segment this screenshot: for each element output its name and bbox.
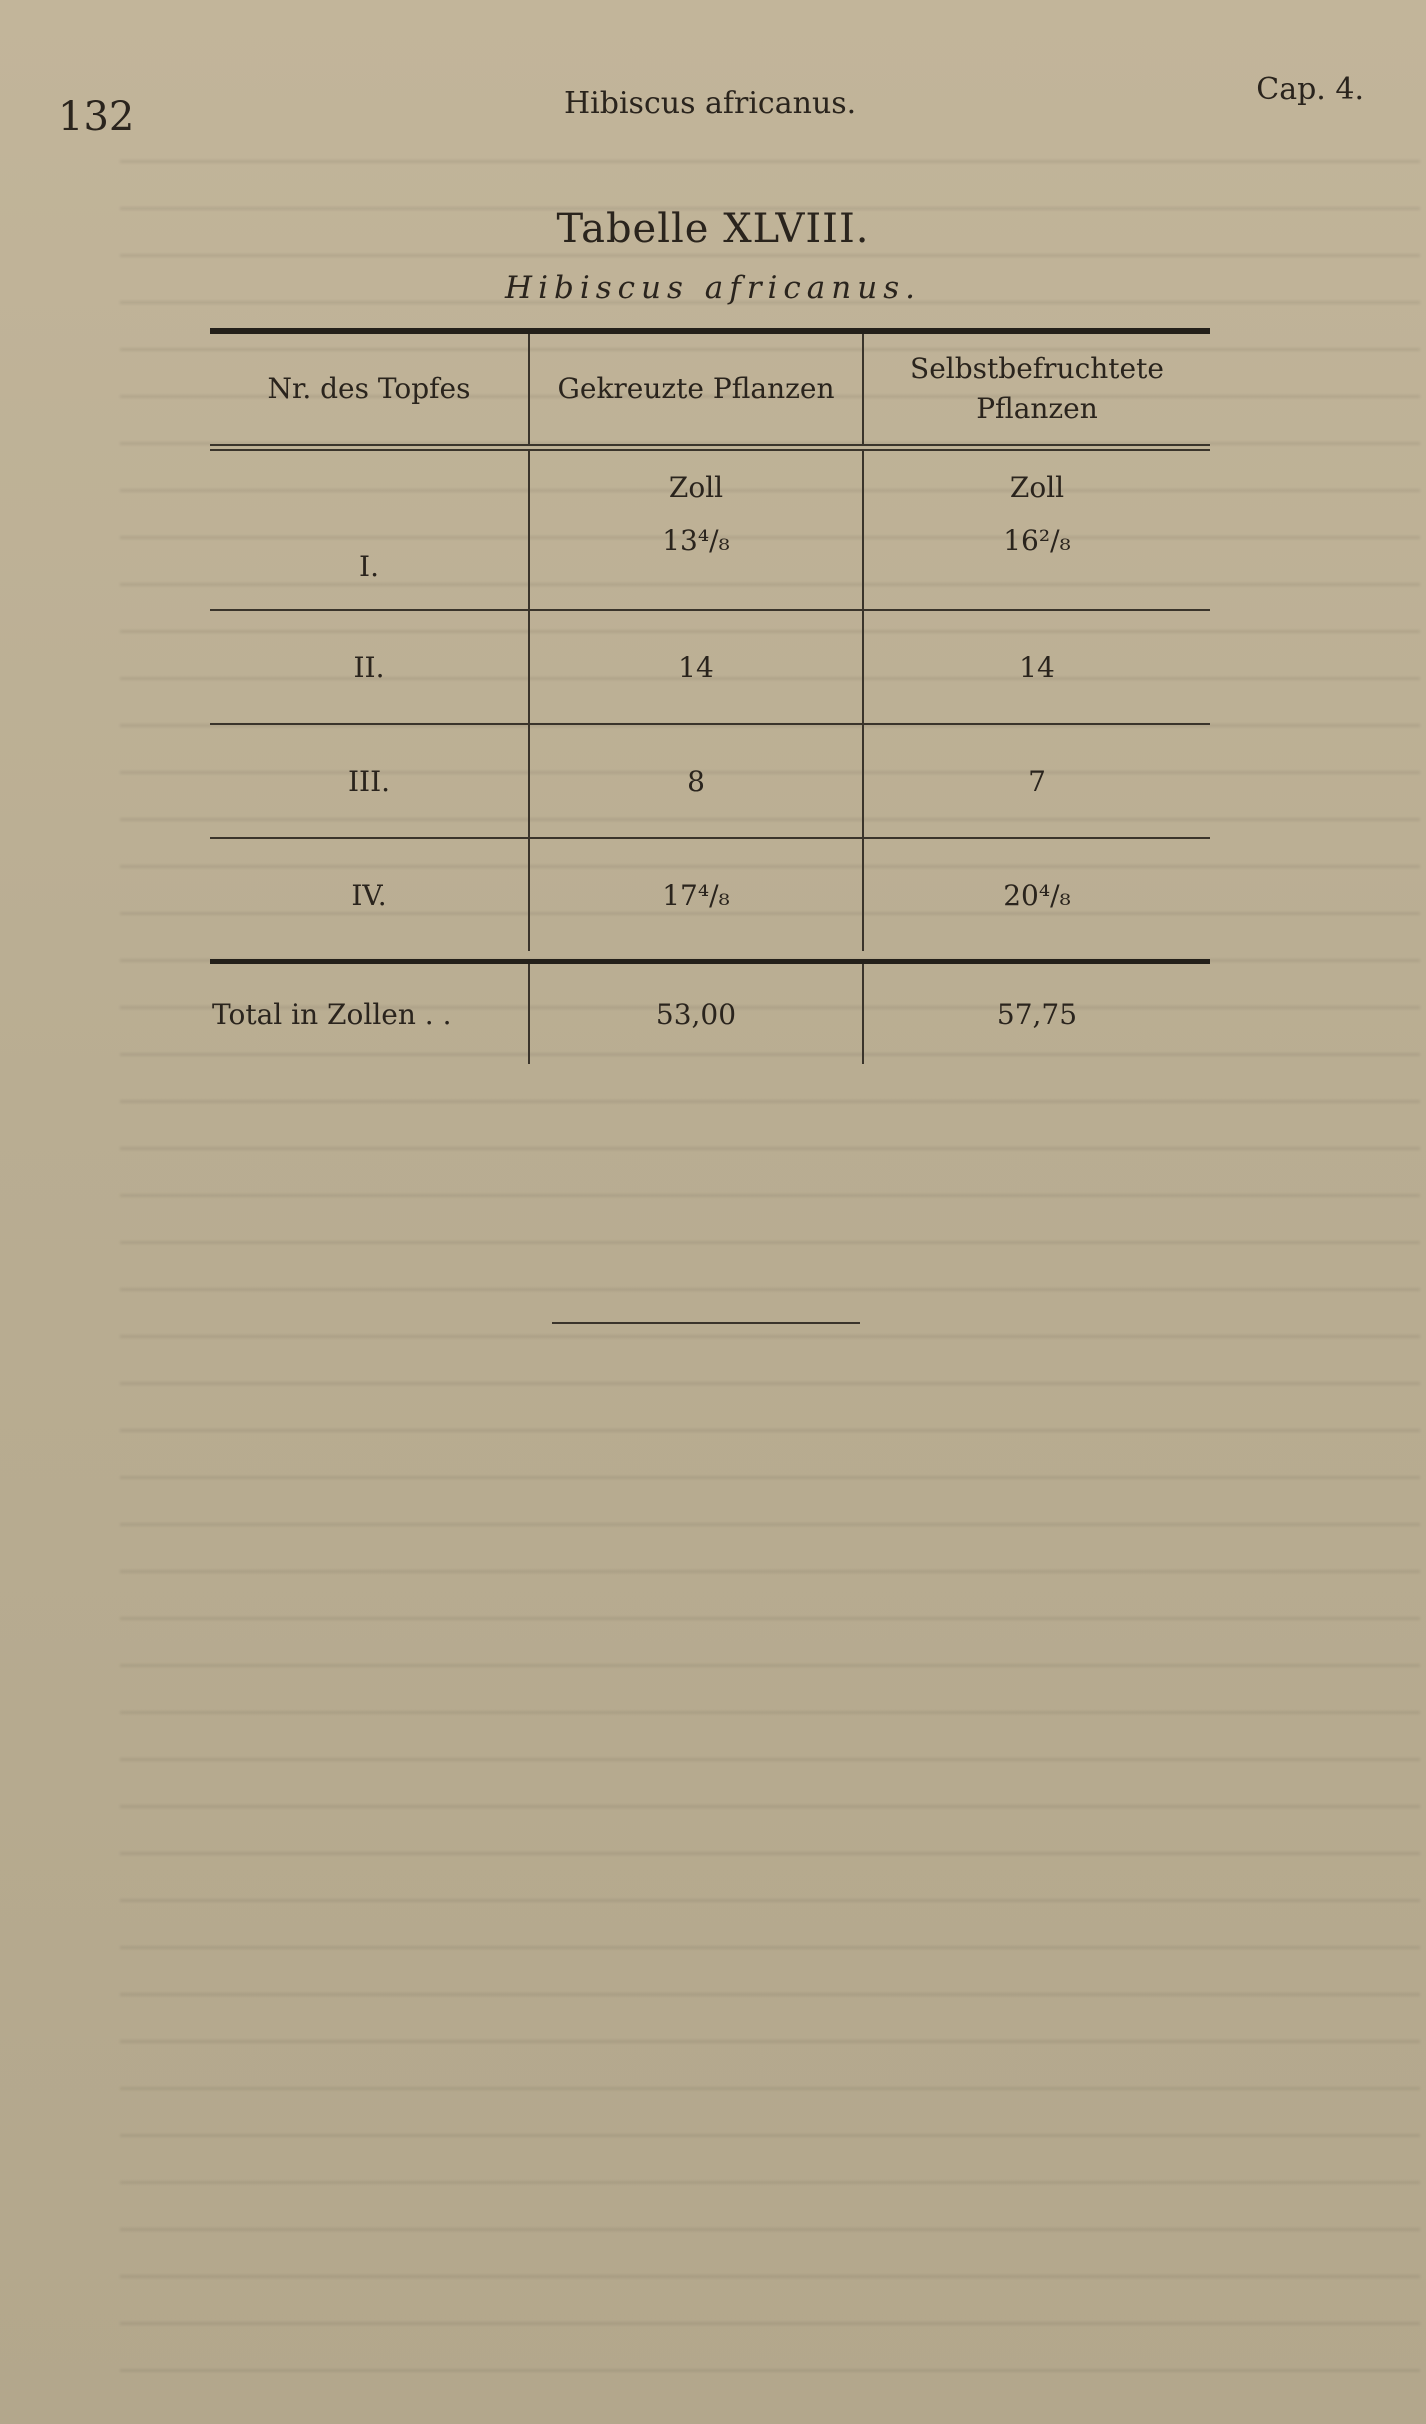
table-row [210,839,1210,951]
pot-cell: II. [353,650,385,684]
running-title: Hibiscus africanus. [564,86,857,121]
total-self: 57,75 [862,964,1210,1064]
unit-label: Zoll [668,471,724,504]
crossed-value: 13⁴/₈ [662,524,730,557]
table-header-row [210,334,1210,444]
header-double-rule [210,444,1210,451]
table-row [210,725,1210,837]
unit-label: Zoll [1009,471,1065,504]
data-table [210,328,1210,1064]
chapter-label: Cap. 4. [1256,72,1364,107]
page-header [0,62,1426,142]
crossed-value: 14 [528,611,862,723]
pot-cell: IV. [351,878,387,912]
crossed-value: 8 [528,725,862,837]
pot-cell: III. [347,764,391,798]
section-end-rule [552,1322,860,1324]
total-row [210,964,1210,1064]
column-header-self: Selbstbefruchtete Pflanzen [862,334,1210,444]
pot-cell: I. [359,550,379,583]
crossed-cell [528,451,862,609]
page-number: 132 [58,94,135,140]
self-value: 20⁴/₈ [862,839,1210,951]
crossed-value: 17⁴/₈ [528,839,862,951]
self-value: 16²/₈ [1003,524,1071,557]
table-title: Tabelle XLVIII. [556,206,870,252]
table-subtitle: Hibiscus africanus. [505,270,921,306]
column-header-pot: Nr. des Topfes [267,372,471,405]
self-value: 14 [862,611,1210,723]
total-label: Total in Zollen . . [212,997,452,1031]
self-value: 7 [862,725,1210,837]
column-header-crossed: Gekreuzte Pflanzen [528,334,862,444]
table-row [210,451,1210,609]
self-cell [862,451,1210,609]
table-row [210,611,1210,723]
total-crossed: 53,00 [528,964,862,1064]
